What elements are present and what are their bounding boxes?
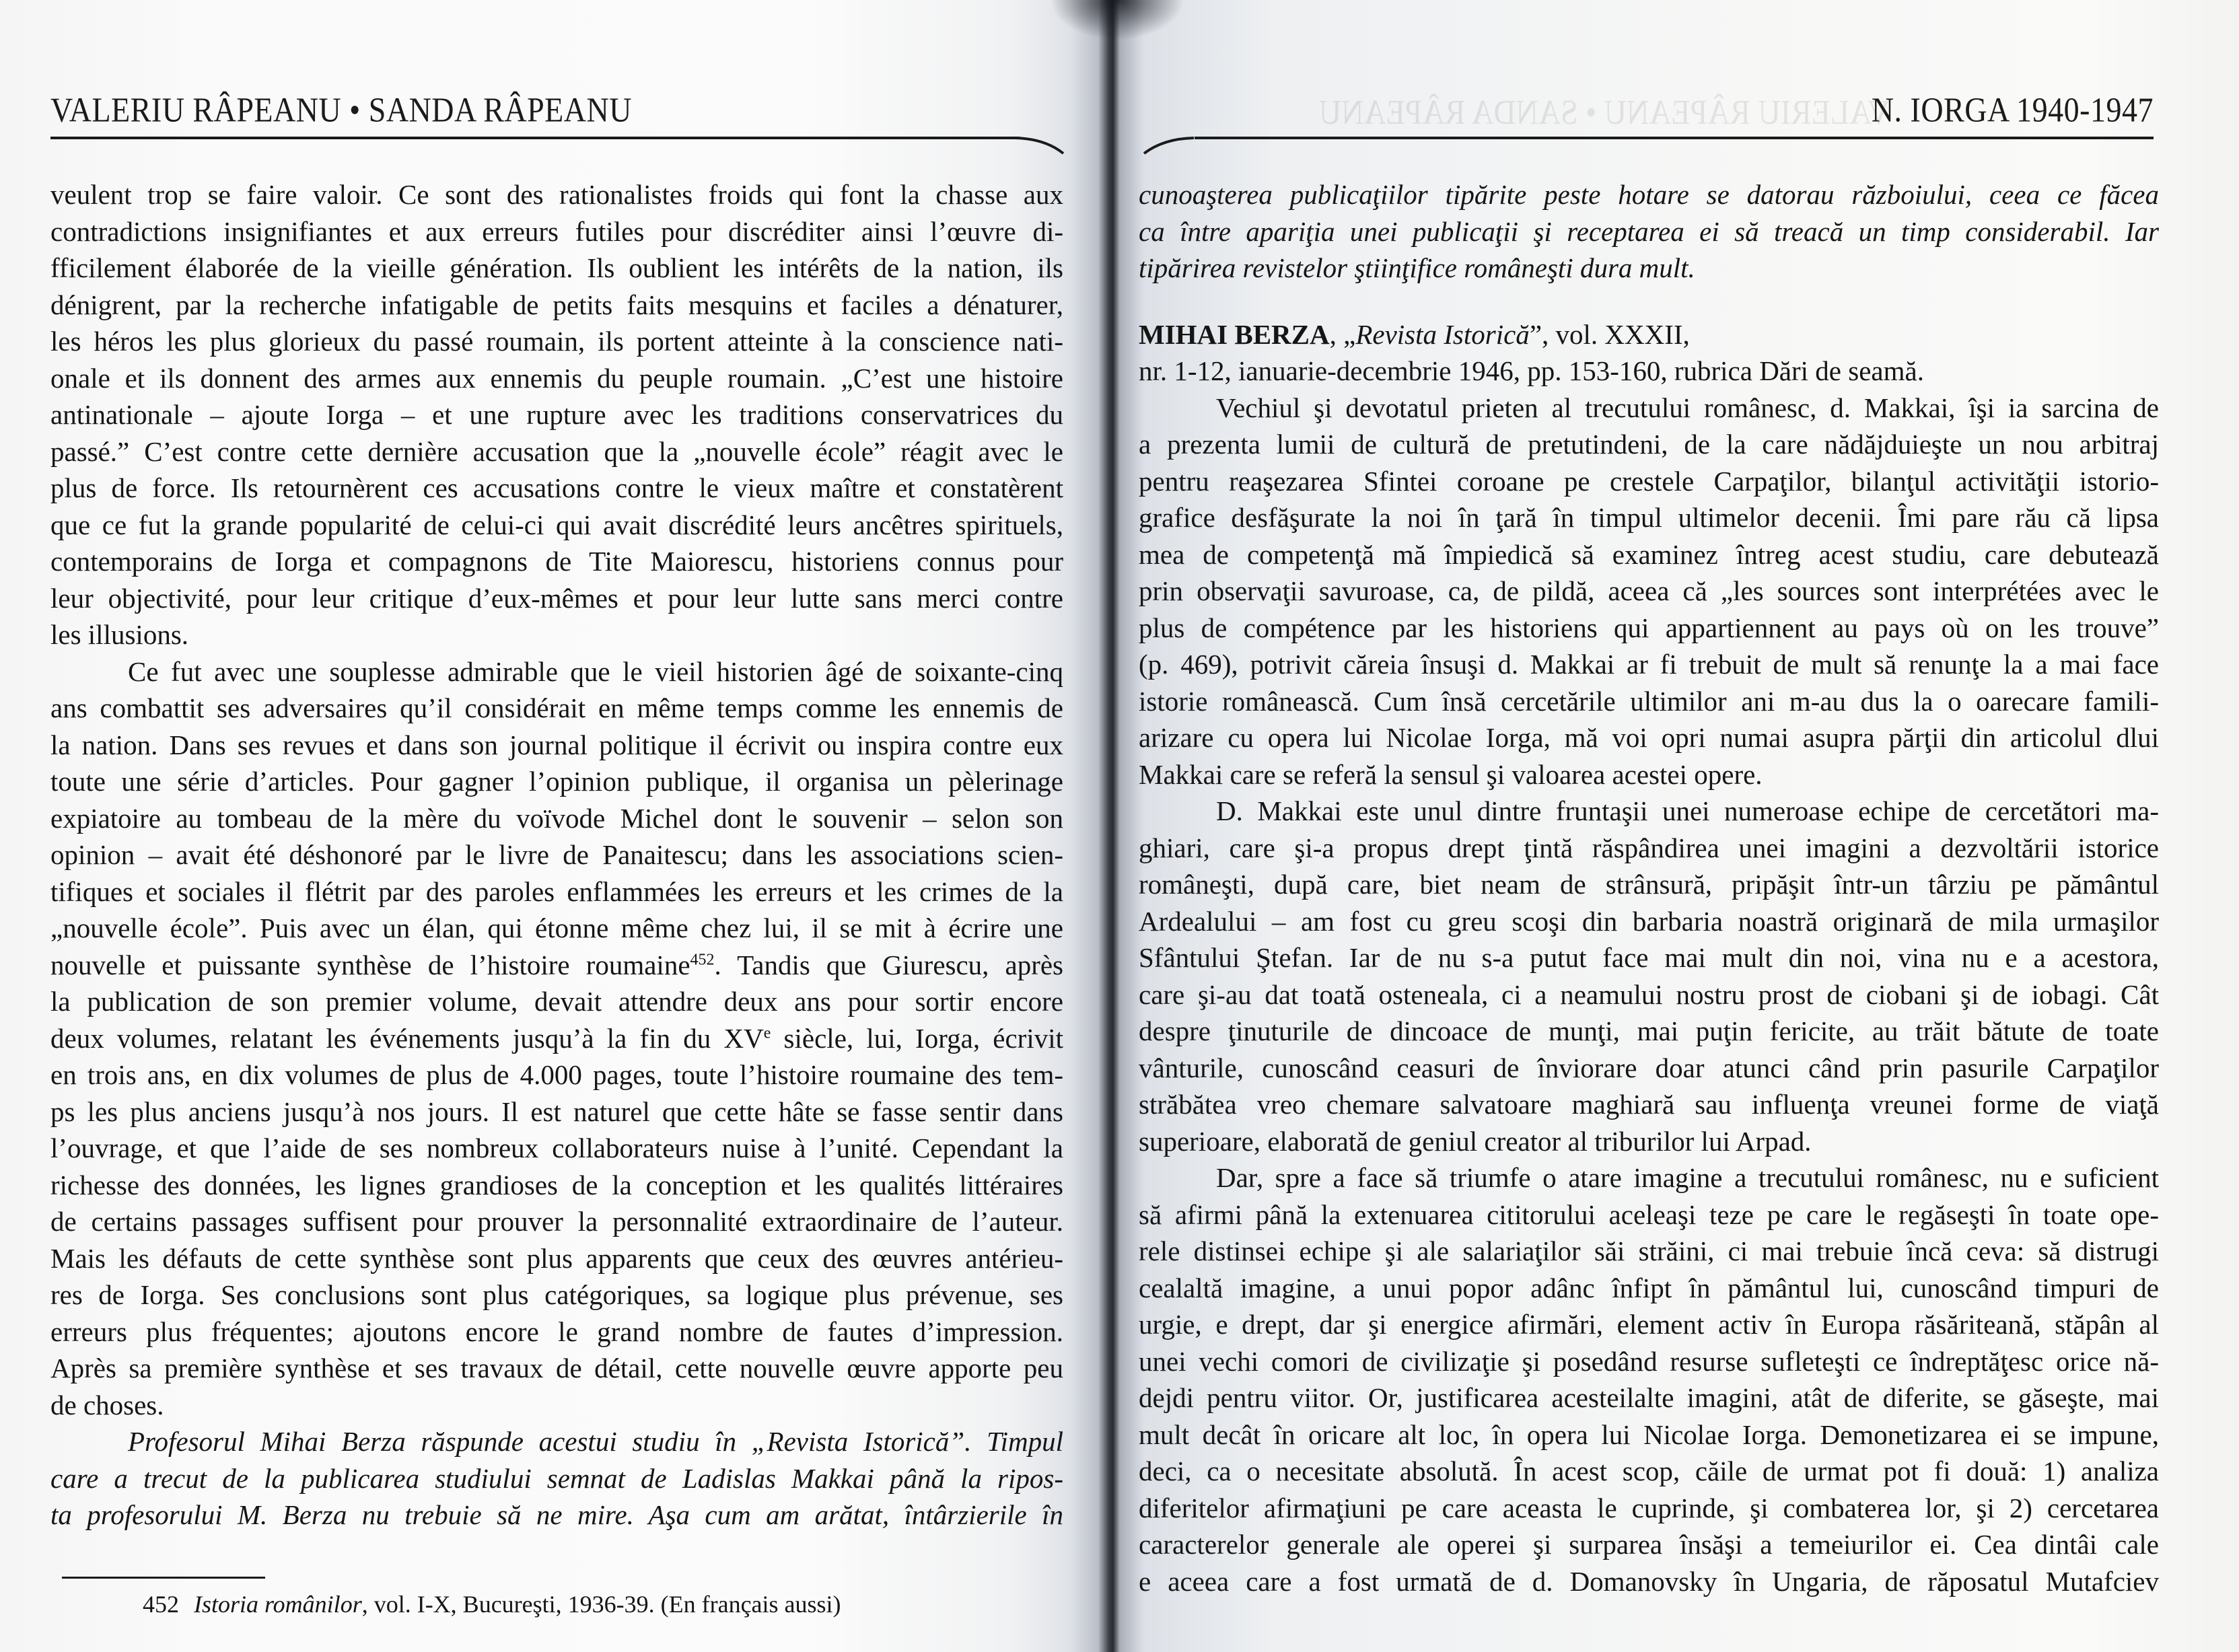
journal-title: Revista Istorică (1355, 318, 1530, 350)
text-line: de certains passages suffisent pour prouver la personnalité extraordinaire de l’auteur. (50, 1206, 1063, 1237)
text-line: D. Makkai este unul dintre fruntaşii unei numeroase echipe de cercetători ma- (1216, 795, 2159, 826)
text-line: unei vechi comori de civilizaţie şi posedând resurse sufleteşti ce îndreptăţesc orice nă- (1139, 1345, 2159, 1377)
century-superscript: e (763, 1023, 771, 1042)
text-line: Après sa première synthèse et ses travaux de détail, cette nouvelle œuvre apporte peu (50, 1353, 1063, 1384)
text-line: Vechiul şi devotatul prieten al trecutului românesc, d. Makkai, îşi ia sarcina de (1216, 392, 2159, 423)
review-author: MIHAI BERZA (1139, 318, 1330, 350)
text-line: en trois ans, en dix volumes de plus de 4.000 pages, toute l’histoire roumaine des tem- (50, 1059, 1063, 1090)
text-line: ps les plus anciens jusqu’à nos jours. Il est naturel que cette hâte se fasse sentir dans (50, 1096, 1063, 1127)
footnote-separator (62, 1577, 265, 1579)
header-rule-curve-right (1140, 133, 1194, 160)
text-segment: siècle, lui, Iorga, écrivit (771, 1022, 1063, 1054)
text-line: les héros les plus glorieux du passé roumain, ils portent atteinte à la conscience nati- (50, 326, 1063, 357)
bleed-through-running-head: VALERIU RÂPEANU • SANDA RÂPEANU (1319, 92, 1890, 132)
text-line: cealaltă imagine, a unui popor adânc înfipt în pământul lui, cunoscând timpuri de (1139, 1272, 2159, 1303)
right-page (1117, 0, 2239, 1652)
text-line: prin observaţii savuroase, ca, de pildă, aceea că „les sources sont interprétées avec le (1139, 575, 2159, 606)
text-line: e aceea care a fost urmată de d. Domanovsky în Ungaria, de răposatul Mutafciev (1139, 1565, 2159, 1597)
header-rule-right (1195, 137, 2154, 139)
text-line: care şi-au dat toată osteneala, ci a neamului nostru prost de ciobani şi de iobagi. Cât (1139, 978, 2159, 1010)
left-body-text (50, 176, 1063, 1534)
text-line: diferitelor afirmaţiuni pe care aceasta le cuprinde, şi combaterea lor, şi 2) cercetarea (1139, 1492, 2159, 1523)
footnote-title: Istoria românilor (194, 1591, 362, 1618)
text-line: Ce fut avec une souplesse admirable que le vieil historien âgé de soixante-cinq (128, 655, 1063, 687)
text-line: (p. 469), potrivit căreia însuşi d. Makkai ar fi trebuit de mult să renunţe la a mai face (1139, 649, 2159, 680)
text-line: plus de compétence par les historiens qui appartiennent au pays où on les trouve” (1139, 612, 2159, 643)
left-page (0, 0, 1104, 1652)
text-line: Dar, spre a face să triumfe o atare imagine a trecutului românesc, nu e suficient (1216, 1162, 2159, 1193)
text-line: toute une série d’articles. Pour gagner l’opinion publique, il organisa un pèlerinage (50, 766, 1063, 797)
text-line: despre ţinuturile de dincoace de munţi, mai puţin fericite, au trăit bătute de toate (1139, 1015, 2159, 1046)
header-rule-left (50, 137, 1020, 139)
text-line: expiatoire au tombeau de la mère du voïvode Michel dont le souvenir – selon son (50, 802, 1063, 834)
heading-separator: , „ (1329, 318, 1356, 350)
text-line: dejdi pentru viitor. Or, justificarea acesteilalte imagini, atât de diferite, se găseşte, mai (1139, 1382, 2159, 1413)
italic-note-line: tipărirea revistelor ştiinţifice româneşti dura mult. (1139, 252, 1695, 283)
text-line: que ce fut la grande popularité de celui-ci qui avait discrédité leurs ancêtres spirituels, (50, 509, 1063, 540)
text-line: Sfântului Ştefan. Iar de nu s-a putut face mai mult din noi, vina nu e a acestora, (1139, 942, 2159, 973)
text-line: Makkai care se referă la sensul şi valoarea acestei opere. (1139, 758, 1763, 790)
text-line: tifiques et sociales il flétrit par des paroles enflammées les erreurs et les crimes de la (50, 875, 1063, 907)
text-line: Ardealului – am fost cu greu scoşi din barbaria noastră originară de mila urmaşilor (1139, 905, 2159, 937)
header-rule-curve-left (1015, 133, 1069, 160)
text-line: ghiari, care şi-a propus drept ţintă răspândirea unei imagini a dezvoltării istorice (1139, 832, 2159, 863)
text-line: româneşti, după care, biet neam de strânsură, pripăşit într-un târziu pe pământul (1139, 869, 2159, 900)
footnote-452 (143, 1590, 841, 1618)
text-line: mult decât în oricare alt loc, în opera lui Nicolae Iorga. Demonetizarea ei se impune, (1139, 1418, 2159, 1450)
review-heading-details: nr. 1-12, ianuarie-decembrie 1946, pp. 153-160, rubrica Dări de seamă. (1139, 355, 1924, 386)
text-line: să afirmi până la extenuarea cititorului aceleaşi teze pe care le regăseşti în toate ope- (1139, 1198, 2159, 1230)
text-line-with-footnote-ref (50, 947, 1063, 984)
running-head-right: N. IORGA 1940-1947 (1871, 90, 2154, 129)
text-line-with-superscript (50, 1020, 1063, 1057)
heading-volume: ”, vol. XXXII, (1529, 318, 1690, 350)
running-head-left: VALERIU RÂPEANU • SANDA RÂPEANU (50, 90, 632, 129)
italic-note-line: Profesorul Mihai Berza răspunde acestui studiu în „Revista Istorică”. Timpul (128, 1426, 1063, 1457)
text-line: grafice desfăşurate la noi în ţară în timpul ultimelor decenii. Îmi pare rău că lipsa (1139, 502, 2159, 533)
text-line: vânturile, cunoscând ceasuri de înviorare doar atunci când prin pasurile Carpaţilor (1139, 1052, 2159, 1083)
text-line: fficilement élaborée de la vieille génération. Ils oublient les intérêts de la nation, ils (50, 252, 1063, 283)
text-line: istorie românească. Cum însă cercetările ultimilor ani m-au dus la o oarecare famili- (1139, 685, 2159, 717)
text-line: caracterelor generale ale operei şi surparea însăşi a temeiurilor ei. Cea dintâi cale (1139, 1529, 2159, 1560)
text-segment: . Tandis que Giurescu, après (714, 949, 1063, 980)
text-line: a prezenta lumii de cultură de pretutindeni, de la care nădăjduieşte un nou arbitraj (1139, 429, 2159, 460)
text-line: onale et ils donnent des armes aux ennemis du peuple roumain. „C’est une histoire (50, 362, 1063, 394)
right-body-text (1139, 176, 2159, 1600)
text-line: de choses. (50, 1389, 164, 1421)
italic-note-line: cunoaşterea publicaţiilor tipărite peste hotare se datorau războiului, ceea ce făcea (1139, 179, 2159, 210)
text-line: passé.” C’est contre cette dernière accusation que la „nouvelle école” réagit avec le (50, 435, 1063, 467)
text-line: „nouvelle école”. Puis avec un élan, qui étonne même chez lui, il se mit à écrire une (50, 912, 1063, 943)
text-line: richesse des données, les lignes grandioses de la conception et les qualités littéraires (50, 1169, 1063, 1200)
text-line: contemporains de Iorga et compagnons de Tite Maiorescu, historiens connus pour (50, 546, 1063, 577)
text-line: pentru reaşezarea Sfintei coroane pe crestele Carpaţilor, bilanţul activităţii istorio- (1139, 465, 2159, 497)
text-line: contradictions insignifiantes et aux erreurs futiles pour discréditer ainsi l’œuvre di- (50, 215, 1063, 247)
text-line: la publication de son premier volume, devait attendre deux ans pour sortir encore (50, 986, 1063, 1017)
text-line: res de Iorga. Ses conclusions sont plus catégoriques, sa logique plus prévenue, ses (50, 1279, 1063, 1310)
review-heading (1139, 316, 2159, 353)
text-line: leur objectivité, pour leur critique d’eux-mêmes et pour leur lutte sans merci contre (50, 582, 1063, 614)
text-line: les illusions. (50, 619, 189, 650)
section-gap (1139, 287, 2159, 316)
text-line: deci, ca o necesitate absolută. În acest scop, căile de urmat pot fi două: 1) analiza (1139, 1456, 2159, 1486)
text-segment: nouvelle et puissante synthèse de l’histoire roumaine (50, 949, 690, 980)
footnote-number: 452 (143, 1591, 179, 1618)
text-line: ans combattit ses adversaires qu’il considérait en même temps comme les ennemis de (50, 692, 1063, 723)
text-line: arizare cu opera lui Nicolae Iorga, mă voi opri numai asupra părţii din articolul dlui (1139, 722, 2159, 753)
text-line: urgie, e drept, dar şi energice afirmări, element activ în Europa răsăriteană, stăpân al (1139, 1309, 2159, 1340)
text-line: dénigrent, par la recherche infatigable de petits faits mesquins et faciles a dénaturer, (50, 289, 1063, 320)
italic-note-line: ca între apariţia unei publicaţii şi receptarea ei să treacă un timp considerabil. Iar (1139, 215, 2159, 247)
text-line: antinationale – ajoute Iorga – et une rupture avec les traditions conservatrices du (50, 399, 1063, 430)
text-line: mea de competenţă mă împiedică să examinez întreg acest studiu, care debutează (1139, 538, 2159, 570)
footnote-reference[interactable]: 452 (690, 950, 715, 968)
text-line: la nation. Dans ses revues et dans son journal politique il écrivit ou inspira contre eux (50, 729, 1063, 760)
text-line: superioare, elaborată de geniul creator al triburilor lui Arpad. (1139, 1125, 1812, 1157)
text-line: opinion – avait été déshonoré par le livre de Panaitescu; dans les associations scien- (50, 839, 1063, 870)
footnote-text: , vol. I-X, Bucureşti, 1936-39. (En français aussi) (361, 1591, 841, 1618)
italic-note-line: care a trecut de la publicarea studiului semnat de Ladislas Makkai până la ripos- (50, 1462, 1063, 1494)
text-line: Mais les défauts de cette synthèse sont plus apparents que ceux des œuvres antérieu- (50, 1242, 1063, 1274)
text-line: străbătea vreo chemare salvatoare maghiară sau influenţa vreunei forme de viaţă (1139, 1089, 2159, 1120)
text-segment: deux volumes, relatant les événements jusqu’à la fin du XV (50, 1022, 764, 1054)
italic-note-line: ta profesorului M. Berza nu trebuie să ne mire. Aşa cum am arătat, întârzierile în (50, 1499, 1063, 1530)
text-line: rele distinsei echipe şi ale salariaţilor săi străini, ci mai trebuie încă ceva: să distrugi (1139, 1235, 2159, 1266)
text-line: l’ouvrage, et que l’aide de ses nombreux collaborateurs nuise à l’unité. Cependant la (50, 1133, 1063, 1163)
text-line: plus de force. Ils retournèrent ces accusations contre le vieux maître et constatèrent (50, 472, 1063, 503)
text-line: erreurs plus fréquentes; ajoutons encore le grand nombre de fautes d’impression. (50, 1316, 1063, 1347)
text-line: veulent trop se faire valoir. Ce sont des rationalistes froids qui font la chasse aux (50, 179, 1063, 210)
